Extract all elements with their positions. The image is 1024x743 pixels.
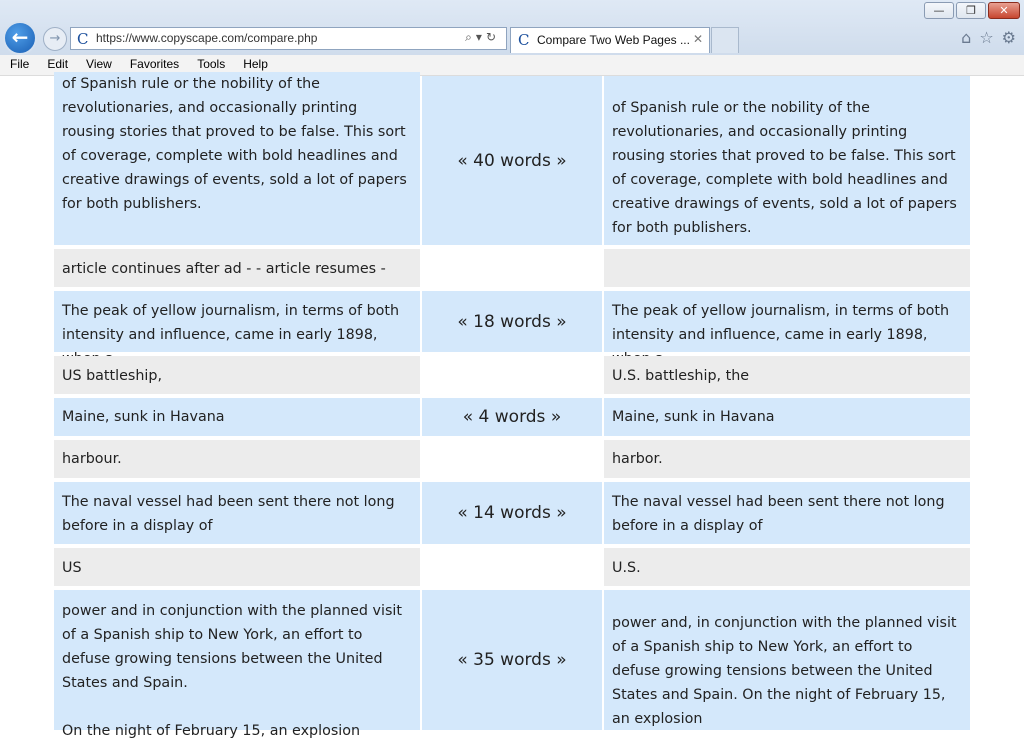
match-row: [54, 76, 970, 249]
paragraph: Maine, sunk in Havana: [62, 409, 225, 425]
back-button[interactable]: [3, 21, 37, 55]
left-text-cell: [54, 398, 420, 436]
new-tab-button[interactable]: [711, 27, 739, 53]
left-text-cell: [54, 548, 420, 586]
right-text-cell: [604, 356, 970, 394]
right-text-cell: [604, 398, 970, 436]
match-row: [54, 590, 970, 739]
left-text-cell: [54, 72, 420, 245]
menu-favorites[interactable]: Favorites: [129, 57, 180, 71]
diff-row: [54, 548, 970, 590]
left-text-cell: [54, 482, 420, 544]
address-bar[interactable]: [70, 27, 507, 50]
right-text-cell: [604, 291, 970, 352]
left-text-cell: [54, 590, 420, 739]
left-text-cell: [54, 249, 420, 287]
home-icon[interactable]: ⌂: [961, 28, 972, 47]
paragraph: of Spanish rule or the nobility of the revolutionaries, and occasionally printing rousing stories that proved to be false. This sort of coverage, complete with bold headlines and creative drawings of events, sold a lot of papers for both publishers.: [612, 100, 957, 236]
paragraph: US: [62, 560, 82, 576]
settings-gear-icon[interactable]: ⚙: [1001, 28, 1016, 47]
restore-button[interactable]: ❐: [956, 2, 986, 19]
word-count: « 18 words »: [420, 291, 604, 352]
paragraph: Maine, sunk in Havana: [612, 409, 775, 425]
left-text-cell: [54, 291, 420, 352]
word-count: [420, 440, 604, 478]
close-button[interactable]: ✕: [988, 2, 1020, 19]
word-count: [420, 356, 604, 394]
diff-row: [54, 356, 970, 398]
minimize-button[interactable]: —: [924, 2, 954, 19]
arrow-right-icon: →: [49, 31, 61, 46]
paragraph: The peak of yellow journalism, in terms of both intensity and influence, came in early 1898,: [612, 303, 950, 343]
browser-chrome: [0, 0, 1024, 56]
paragraph: U.S. battleship, the: [612, 368, 750, 384]
left-text-cell: [54, 356, 420, 394]
copyscape-favicon-icon: C: [518, 31, 530, 49]
browser-tools: [961, 28, 1016, 47]
comparison-table: [54, 76, 970, 739]
right-text-cell: [604, 76, 970, 245]
close-tab-icon[interactable]: ✕: [692, 32, 703, 46]
right-text-cell: [604, 249, 970, 287]
paragraph: power and in conjunction with the planned visit of a Spanish ship to New York, an effort to defuse growing tensions between the United States and Spain.: [62, 603, 402, 691]
paragraph: U.S.: [612, 560, 641, 576]
favorites-star-icon[interactable]: ☆: [979, 28, 994, 47]
match-row: [54, 398, 970, 440]
window-controls: [924, 2, 1020, 19]
menu-edit[interactable]: Edit: [47, 57, 69, 71]
paragraph: harbour.: [62, 451, 122, 467]
menu-tools[interactable]: Tools: [197, 57, 226, 71]
right-text-cell: [604, 590, 970, 730]
paragraph: of Spanish rule or the nobility of the revolutionaries, and occasionally printing rousing stories that proved to be false. This sort of coverage, complete with bold headlines and creative drawings of events, sold a lot of papers for both publishers.: [62, 76, 407, 212]
forward-button[interactable]: [43, 27, 67, 51]
paragraph: power and, in conjunction with the planned visit of a Spanish ship to New York, an effort to defuse growing tensions between the United States and Spain. On the night of February 15, an explosion: [612, 615, 957, 727]
tab-compare[interactable]: [510, 27, 710, 53]
word-count: « 40 words »: [420, 76, 604, 245]
menu-file[interactable]: File: [10, 57, 30, 71]
word-count: « 35 words »: [420, 590, 604, 730]
address-tools[interactable]: [465, 30, 500, 45]
right-text-cell: [604, 482, 970, 544]
menu-help[interactable]: Help: [243, 57, 268, 71]
search-icon[interactable]: ⌕: [465, 30, 476, 44]
tab-title: Compare Two Web Pages ...: [537, 33, 690, 47]
word-count: [420, 249, 604, 287]
copyscape-favicon-icon: C: [77, 30, 89, 48]
left-text-cell: [54, 440, 420, 478]
paragraph: [62, 216, 412, 240]
diff-row: [54, 249, 970, 291]
arrow-left-icon: ←: [11, 25, 29, 49]
paragraph: US battleship,: [62, 368, 163, 384]
match-row: [54, 291, 970, 356]
paragraph: The naval vessel had been sent there not long before in a display of: [62, 494, 395, 534]
paragraph: The naval vessel had been sent there not long before in a display of: [612, 494, 945, 534]
paragraph: harbor.: [612, 451, 663, 467]
match-row: [54, 482, 970, 548]
paragraph: The peak of yellow journalism, in terms of both intensity and influence, came in early 1898,: [62, 303, 400, 343]
paragraph: On the night of February 15, an explosion: [62, 723, 361, 739]
word-count: [420, 548, 604, 586]
url-text[interactable]: https://www.copyscape.com/compare.php: [96, 31, 318, 45]
diff-row: [54, 440, 970, 482]
lock-icon[interactable]: ▾: [475, 30, 486, 44]
right-text-cell: [604, 440, 970, 478]
word-count: « 14 words »: [420, 482, 604, 544]
refresh-icon[interactable]: ↻: [485, 30, 500, 44]
menu-view[interactable]: View: [86, 57, 112, 71]
word-count: « 4 words »: [420, 398, 604, 436]
paragraph: [62, 695, 412, 719]
paragraph: article continues after ad - - article resumes -: [62, 261, 386, 277]
right-text-cell: [604, 548, 970, 586]
